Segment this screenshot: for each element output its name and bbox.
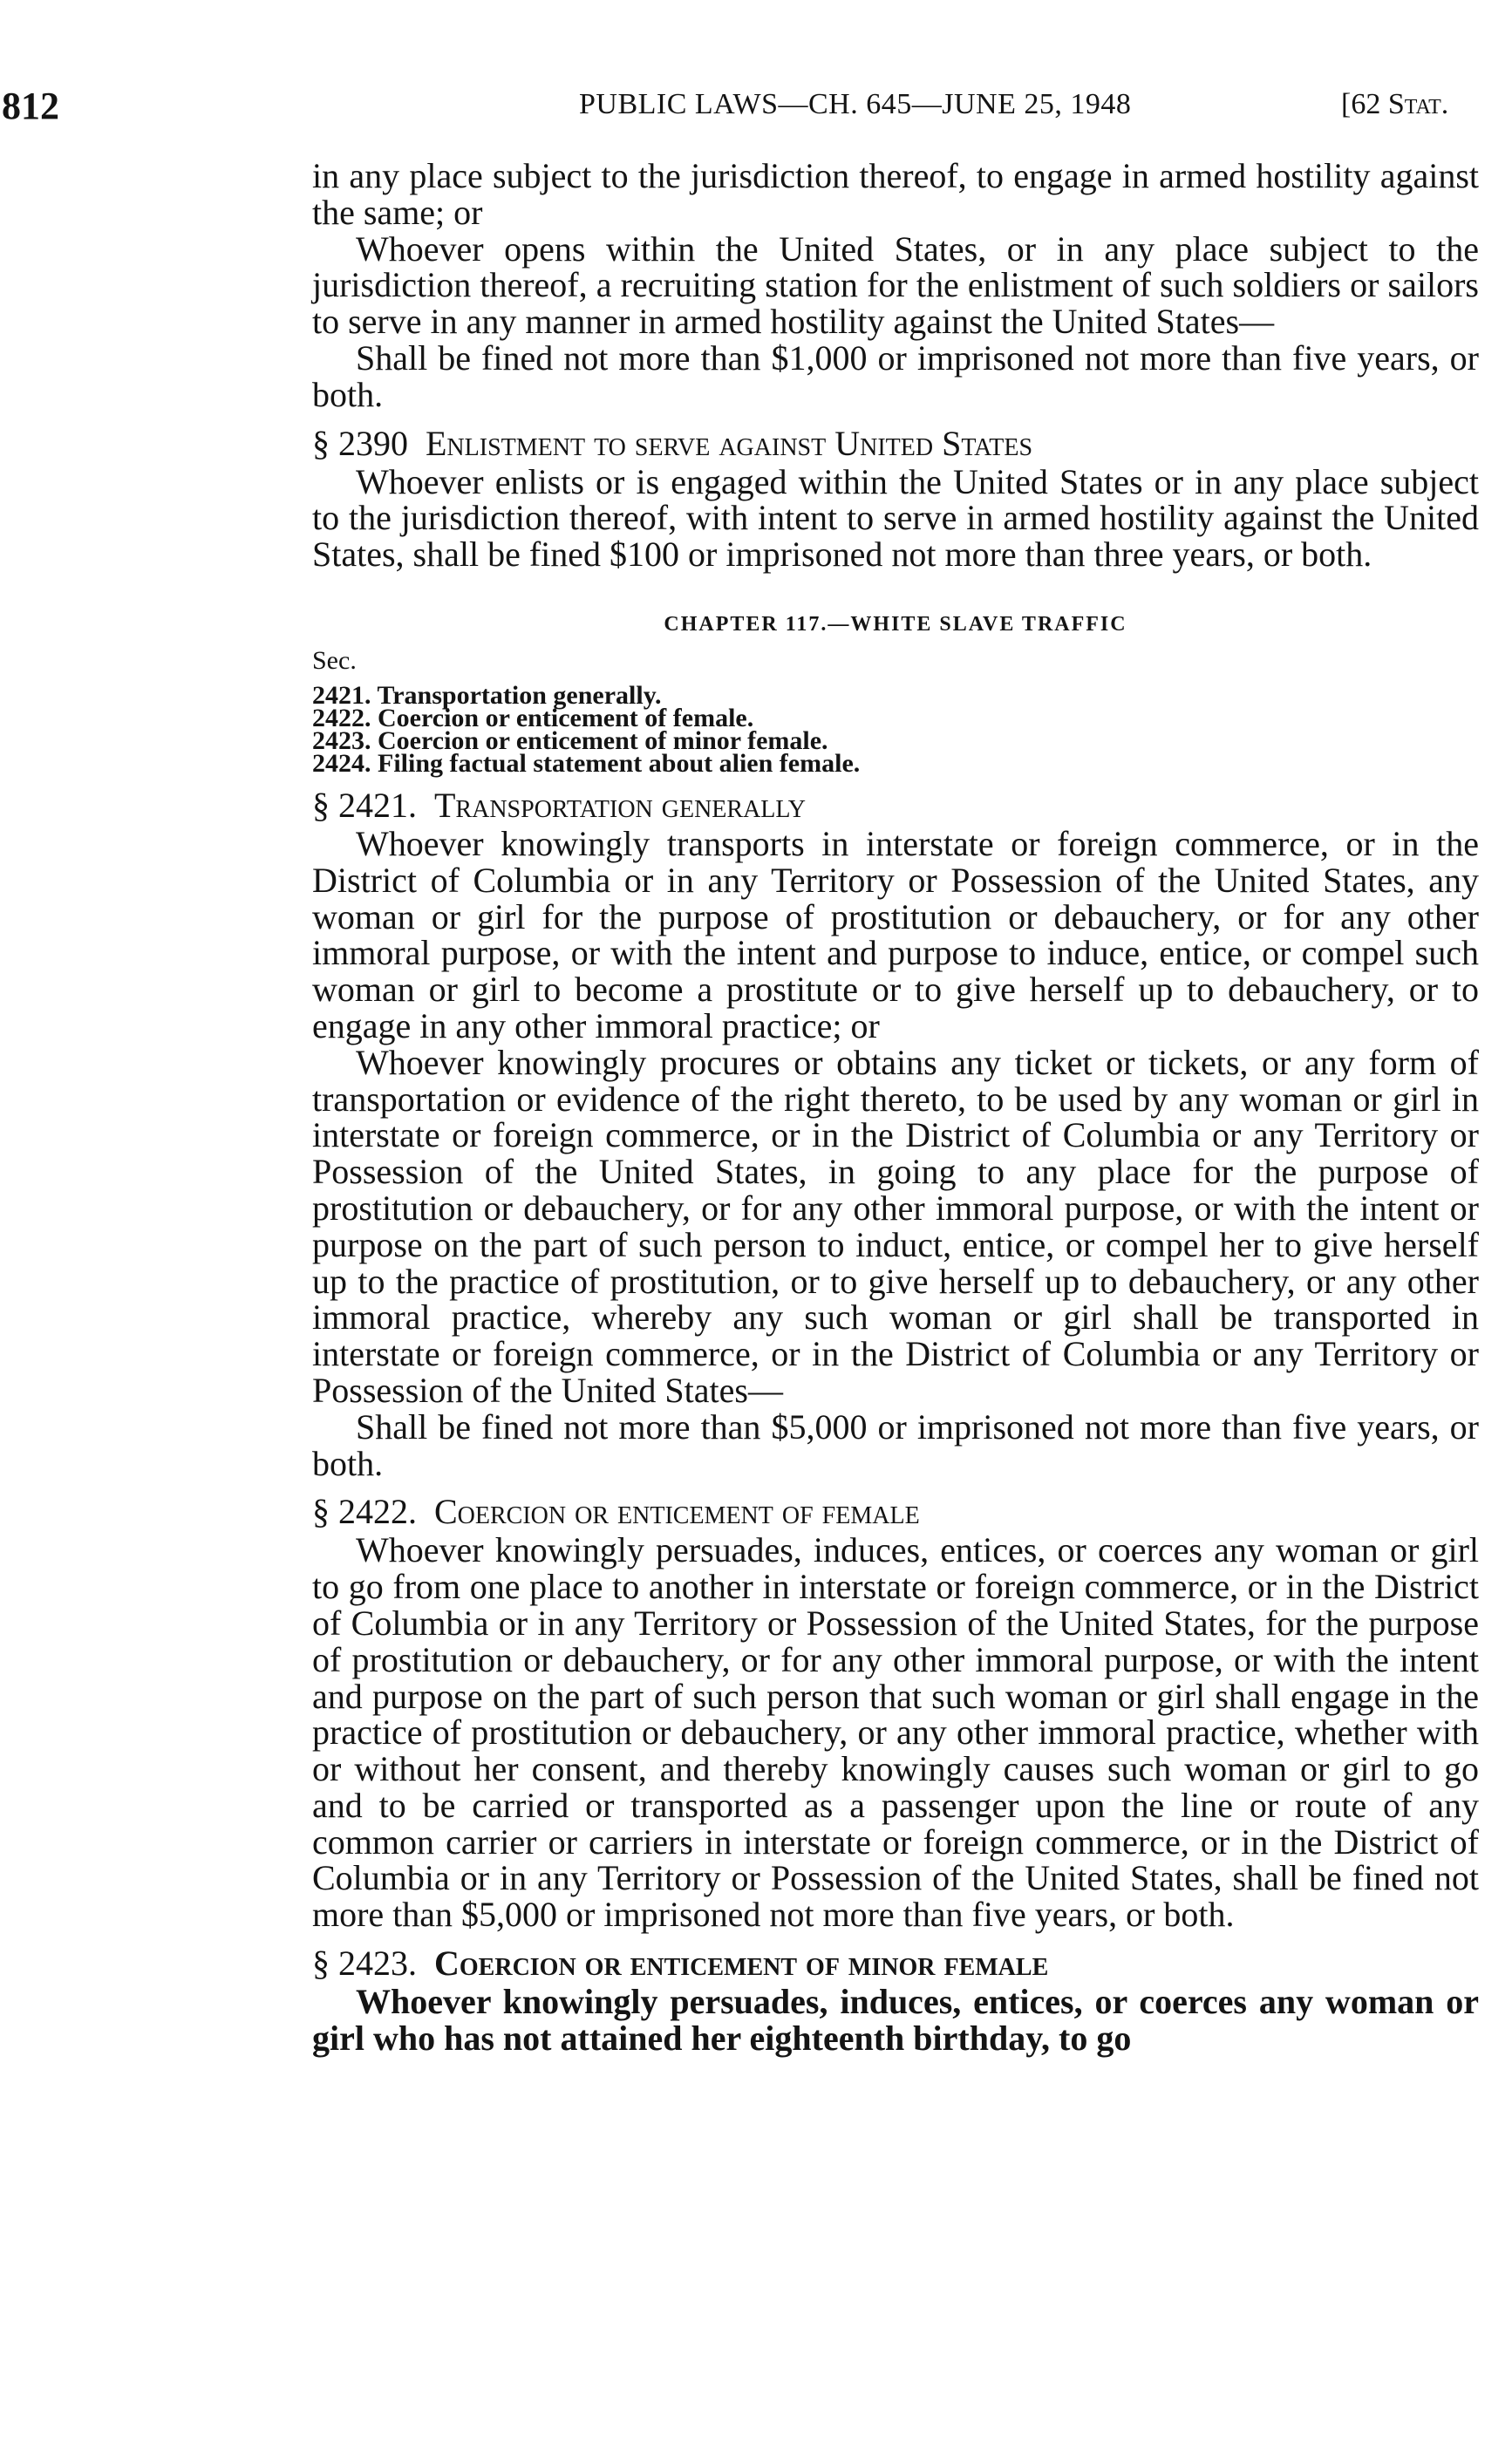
section-number: § 2421. bbox=[312, 785, 417, 825]
section-title: Enlistment to serve against United States bbox=[426, 423, 1033, 463]
section-2421-paragraph: Whoever knowingly transports in interstate or foreign commerce, or in the District of Columbia or in any Territory or Possession of the United States, any woman or girl for the purpose of prostitution or debauchery, or for any other immoral purpose, or with the intent and purpose to induce, entice, or compel such woman or girl to become a prostitute or to give herself up to debauchery, or to engage in any other immoral practice; or bbox=[312, 823, 1479, 1045]
page-number: 812 bbox=[2, 85, 59, 127]
section-heading-2422 bbox=[312, 1494, 1479, 1530]
section-heading-2423 bbox=[312, 1945, 1479, 1982]
continuation-penalty: Shall be fined not more than $1,000 or imprisoned not more than five years, or both. bbox=[312, 337, 1479, 414]
body-text bbox=[312, 158, 1479, 2057]
section-heading-2421 bbox=[312, 787, 1479, 824]
section-number: § 2390 bbox=[312, 423, 408, 463]
section-2423-text: Whoever knowingly persuades, induces, entices, or coerces any woman or girl who has not attained her eighteenth birthday, to go bbox=[312, 1982, 1479, 2058]
running-head: PUBLIC LAWS—CH. 645—JUNE 25, 1948 bbox=[579, 88, 1132, 120]
section-title: Coercion or enticement of female bbox=[434, 1492, 920, 1532]
chapter-table-of-contents bbox=[312, 645, 1479, 778]
toc-entry: 2424. Filing factual statement about alien female. bbox=[312, 748, 861, 778]
toc-entry: 2423. Coercion or enticement of minor female. bbox=[312, 725, 828, 755]
statute-reference bbox=[1341, 88, 1448, 121]
statute-reference-text: [62 Stat. bbox=[1341, 88, 1449, 120]
toc-entry: 2422. Coercion or enticement of female. bbox=[312, 703, 754, 732]
section-title: Coercion or enticement of minor female bbox=[434, 1944, 1049, 1984]
section-2422-text: Whoever knowingly persuades, induces, entices, or coerces any woman or girl to go from one place to another in interstate or foreign commerce, or in the District of Columbia or in any Territory or Possession of the United States, for the purpose of prostitution or debauchery, or for any other immoral purpose, or with the intent and purpose on the part of such person that such woman or girl shall engage in the practice of prostitution or debauchery, or any other immoral practice, whether with or without her consent, and thereby knowingly causes such woman or girl to go and to be carried or transported as a passenger upon the line or route of any common carrier or carriers in interstate or foreign commerce, or in the District of Columbia or in any Territory or Possession of the United States, shall be fined not more than $5,000 or imprisoned not more than five years, or both. bbox=[312, 1530, 1479, 1935]
section-heading-2390 bbox=[312, 425, 1479, 462]
toc-entry: 2421. Transportation generally. bbox=[312, 680, 662, 710]
section-2421-paragraph: Whoever knowingly procures or obtains any ticket or tickets, or any form of transportation or evidence of the right thereto, to be used by any woman or girl in interstate or foreign commerce, or in the District of Columbia or any Territory or Possession of the United States, in going to any place for the purpose of prostitution or debauchery, or for any other immoral purpose, or with the intent or purpose on the part of such person to induct, entice, or compel her to give herself up to the practice of prostitution, or to give herself up to debauchery, or any other immoral practice, whereby any such woman or girl shall be transported in interstate or foreign commerce, or in the District of Columbia or any Territory or Possession of the United States— bbox=[312, 1042, 1479, 1410]
continuation-paragraph: in any place subject to the jurisdiction thereof, to engage in armed hostility against the same; or bbox=[312, 156, 1479, 232]
section-title: Transportation generally bbox=[434, 785, 806, 825]
chapter-heading: CHAPTER 117.—WHITE SLAVE TRAFFIC bbox=[664, 612, 1127, 636]
section-2421-penalty: Shall be fined not more than $5,000 or imprisoned not more than five years, or both. bbox=[312, 1406, 1479, 1483]
continuation-paragraph: Whoever opens within the United States, or in any place subject to the jurisdiction thereof, a recruiting station for the enlistment of such soldiers or sailors to serve in any manner in armed hostility against the United States— bbox=[312, 228, 1479, 342]
section-number: § 2422. bbox=[312, 1492, 417, 1532]
section-number: § 2423. bbox=[312, 1944, 417, 1984]
toc-sec-label: Sec. bbox=[312, 645, 357, 675]
section-2390-text: Whoever enlists or is engaged within the United States or in any place subject to the jurisdiction thereof, with intent to serve in armed hostility against the United States, shall be fined $100 or imprisoned not more than three years, or both. bbox=[312, 461, 1479, 575]
